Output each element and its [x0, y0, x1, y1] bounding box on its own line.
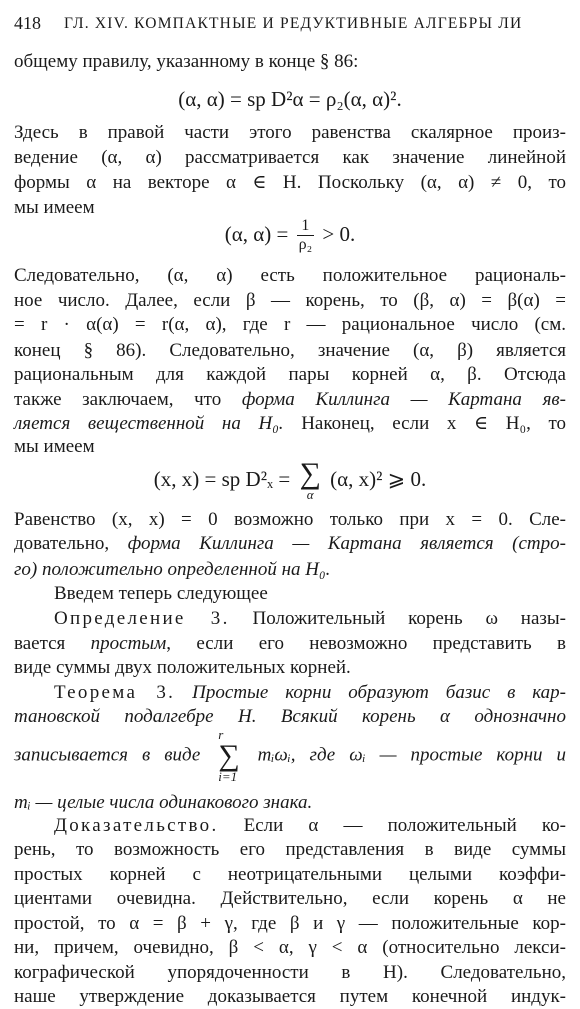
text-line: формы α на векторе α ∈ H. Поскольку (α, α) ≠ 0, то — [14, 172, 566, 194]
definition-label: Определение 3. — [54, 608, 230, 630]
text-line: тановской подалгебре H. Всякий корень α однозначно — [14, 706, 566, 728]
equation-rhs: > 0. — [322, 221, 356, 246]
italic-span: ляется вещественной на H₀. — [14, 412, 284, 434]
sum-lower-limit: i=1 — [218, 768, 238, 784]
italic-span: Простые корни образуют базис в кар- — [175, 681, 567, 703]
text-line: наше утверждение доказывается путем конечной индук- — [14, 986, 566, 1008]
proof-heading-line — [54, 814, 566, 838]
sum-operator: r ∑ i=1 — [218, 726, 240, 784]
theorem-heading-line — [54, 681, 566, 705]
text-span: довательно, — [14, 533, 128, 555]
text-line — [14, 388, 566, 412]
text-line: мы имеем — [14, 436, 95, 458]
equation-sum — [0, 454, 580, 504]
text-span: также заключаем, что — [14, 388, 242, 410]
equation-lhs: (α, α) = — [224, 221, 289, 246]
text-span: записывается в виде — [14, 744, 201, 766]
text-line: Здесь в правой части этого равенства скалярное произ- — [14, 122, 566, 144]
text-span: Положительный корень ω назы- — [229, 608, 567, 630]
text-line: рациональным для каждой пары корней α, β. Отсюда — [14, 364, 566, 386]
text-span: mᵢωᵢ, где ωᵢ — простые корни и — [257, 744, 567, 766]
text-line: конец § 86). Следовательно, значение (α, β) является — [14, 339, 566, 361]
fraction — [297, 217, 315, 254]
text-line: ведение (α, α) рассматривается как значение линейной — [14, 146, 566, 168]
page-number: 418 — [14, 13, 41, 33]
definition-heading-line — [54, 607, 566, 631]
equation-rhs: (α, x)² ⩾ 0. — [330, 466, 427, 491]
text-line-with-sum — [14, 726, 567, 784]
text-span: вается — [14, 632, 91, 654]
text-line: Равенство (x, x) = 0 возможно только при x = 0. Сле- — [14, 508, 566, 530]
theorem-label: Теорема 3. — [54, 681, 176, 703]
text-line: го) положительно определенной на H₀. — [14, 558, 331, 580]
sum-operator: ∑ α — [299, 456, 321, 502]
text-line: кографической упорядоченности в H). Следовательно, — [14, 961, 566, 983]
text-line — [14, 532, 566, 556]
proof-label: Доказательство. — [54, 814, 219, 836]
italic-span: форма Киллинга — Картана является (стро- — [127, 533, 566, 555]
equation-lhs: (x, x) = sp D²ₓ = — [153, 466, 291, 491]
running-title: ГЛ. XIV. КОМПАКТНЫЕ И РЕДУКТИВНЫЕ АЛГЕБРЫ ЛИ — [64, 15, 523, 32]
equation-ad-squared: (α, α) = sp D²α = ρ₂(α, α)². — [178, 87, 402, 112]
text-line: общему правилу, указанному в конце § 86: — [14, 50, 359, 72]
fraction-denominator: ρ₂ — [298, 236, 313, 254]
text-line — [14, 412, 566, 436]
text-line: рень, то возможность его представления в виде суммы — [14, 839, 566, 861]
running-header — [14, 13, 566, 37]
fraction-numerator: 1 — [297, 217, 315, 236]
text-line: циентами очевидна. Действительно, если корень α не — [14, 888, 566, 910]
text-line: Введем теперь следующее — [54, 583, 268, 605]
text-span: Если α — положительный ко- — [218, 814, 566, 836]
italic-span: форма Киллинга — Картана яв- — [241, 388, 566, 410]
text-line: = r · α(α) = r(α, α), где r — рациональное число (см. — [14, 314, 566, 336]
text-span: , если его невозможно представить в — [166, 632, 567, 654]
sum-lower-limit: α — [306, 486, 314, 502]
text-line: Следовательно, (α, α) есть положительное рациональ- — [14, 265, 566, 287]
equation-positive — [0, 214, 580, 254]
italic-span: простым — [90, 632, 167, 654]
text-span: Наконец, если x ∈ H₀, то — [283, 412, 567, 434]
text-line: mᵢ — целые числа одинакового знака. — [14, 792, 313, 814]
text-line: виде суммы двух положительных корней. — [14, 657, 351, 679]
text-line: ни, причем, очевидно, β < α, γ < α (относительно лекси- — [14, 937, 566, 959]
sum-upper-limit: r — [218, 726, 224, 742]
text-line: мы имеем — [14, 196, 95, 218]
text-line: ное число. Далее, если β — корень, то (β, α) = β(α) = — [14, 289, 566, 311]
text-line: простых корней с неотрицательными целыми коэффи- — [14, 863, 566, 885]
text-line — [14, 632, 566, 656]
text-line: простой, то α = β + γ, где β и γ — положительные кор- — [14, 912, 566, 934]
